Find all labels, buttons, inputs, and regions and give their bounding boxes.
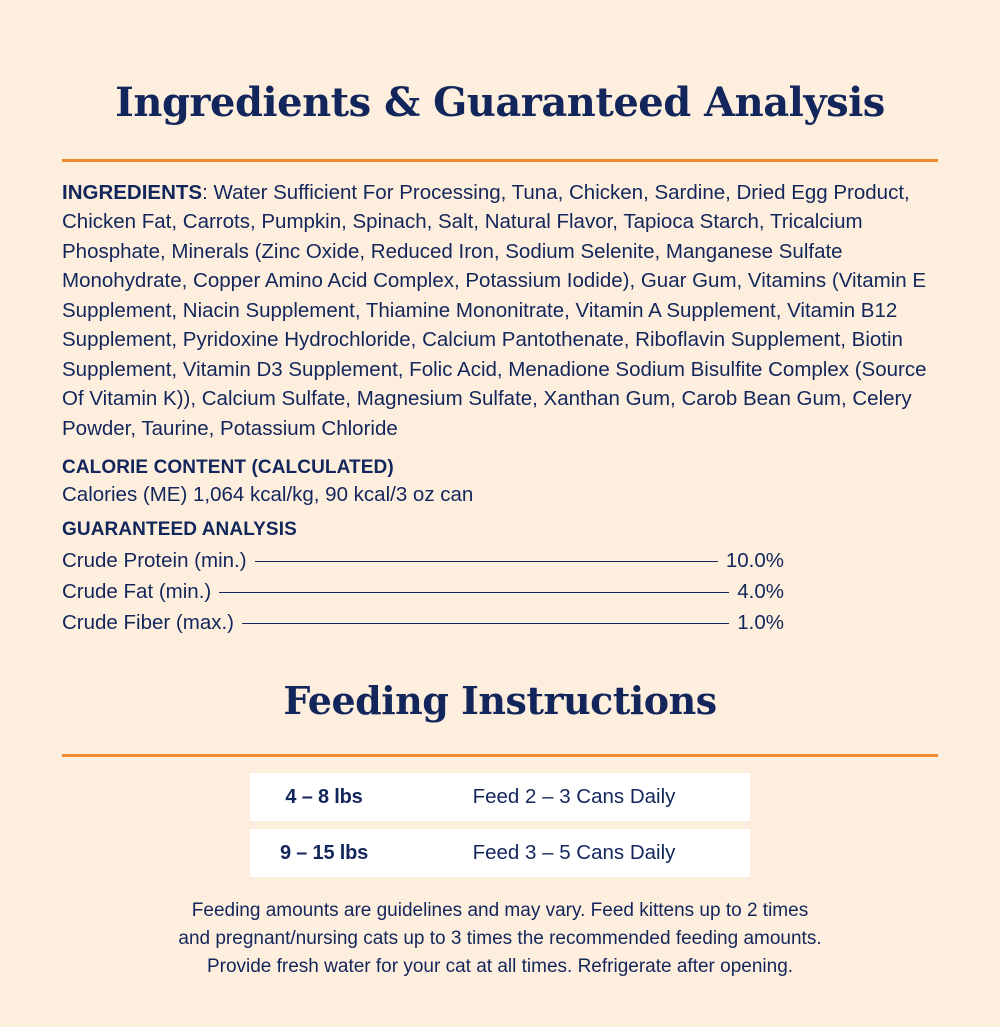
ingredients-text: Water Sufficient For Processing, Tuna, Chicken, Sardine, Dried Egg Product, Chicken Fat, Carrots, Pumpkin, Spinach, Salt, Natural Flavor, Tapioca Starch, Tricalcium Phosphate, Minerals (Zinc Oxide, Reduced Iron, Sodium Selenite, Manganese Sulfate Monohydrate, Copper Amino Acid Complex, Potassium Iodide), Guar Gum, Vitamins (Vitamin E Supplement, Niacin Supplement, Thiamine Mononitrate, Vitamin A Supplement, Vitamin B12 Supplement, Pyridoxine Hydrochloride, Calcium Pantothenate, Riboflavin Supplement, Biotin Supplement, Vitamin D3 Supplement, Folic Acid, Menadione Sodium Bisulfite Complex (Source Of Vitamin K)), Calcium Sulfate, Magnesium Sulfate, Xanthan Gum, Carob Bean Gum, Celery Powder, Taurine, Potassium Chloride xyxy=(62,180,927,440)
feed-amount: Feed 2 – 3 Cans Daily xyxy=(472,785,676,808)
leader-line xyxy=(219,592,729,593)
ingredients-separator: : xyxy=(202,180,214,204)
table-row xyxy=(250,829,750,877)
calorie-content-text: Calories (ME) 1,064 kcal/kg, 90 kcal/3 oz can xyxy=(62,483,474,507)
guaranteed-analysis-row xyxy=(62,576,784,607)
guaranteed-analysis-row xyxy=(62,607,784,638)
guaranteed-analysis-heading: GUARANTEED ANALYSIS xyxy=(62,519,297,541)
page-title-ingredients: Ingredients & Guaranteed Analysis xyxy=(115,78,885,126)
leader-line xyxy=(242,623,729,624)
table-row xyxy=(250,773,750,821)
nutrient-name: Crude Fat (min.) xyxy=(62,580,212,604)
nutrient-name: Crude Fiber (max.) xyxy=(62,611,235,635)
feed-amount: Feed 3 – 5 Cans Daily xyxy=(472,841,676,864)
ingredients-paragraph xyxy=(62,178,938,444)
weight-range: 4 – 8 lbs xyxy=(285,785,363,808)
weight-range: 9 – 15 lbs xyxy=(279,841,369,864)
page-title-feeding: Feeding Instructions xyxy=(283,677,717,723)
leader-line xyxy=(255,561,718,562)
guaranteed-analysis-row xyxy=(62,545,784,576)
nutrient-value: 4.0% xyxy=(737,580,784,604)
calorie-content-heading: CALORIE CONTENT (CALCULATED) xyxy=(62,457,394,479)
feeding-note-line: Feeding amounts are guidelines and may vary. Feed kittens up to 2 times xyxy=(191,900,809,921)
divider-ingredients xyxy=(62,159,938,162)
feeding-table xyxy=(250,773,750,877)
nutrient-value: 10.0% xyxy=(725,549,784,573)
nutrition-panel xyxy=(0,27,1000,1027)
divider-feeding xyxy=(62,754,938,757)
feeding-note-line: Provide fresh water for your cat at all times. Refrigerate after opening. xyxy=(206,956,794,977)
nutrient-name: Crude Protein (min.) xyxy=(62,549,247,573)
guaranteed-analysis-list xyxy=(62,545,938,638)
feeding-note xyxy=(85,897,915,981)
nutrient-value: 1.0% xyxy=(737,611,784,635)
ingredients-label: INGREDIENTS xyxy=(62,180,203,204)
feeding-note-line: and pregnant/nursing cats up to 3 times the recommended feeding amounts. xyxy=(178,928,822,949)
